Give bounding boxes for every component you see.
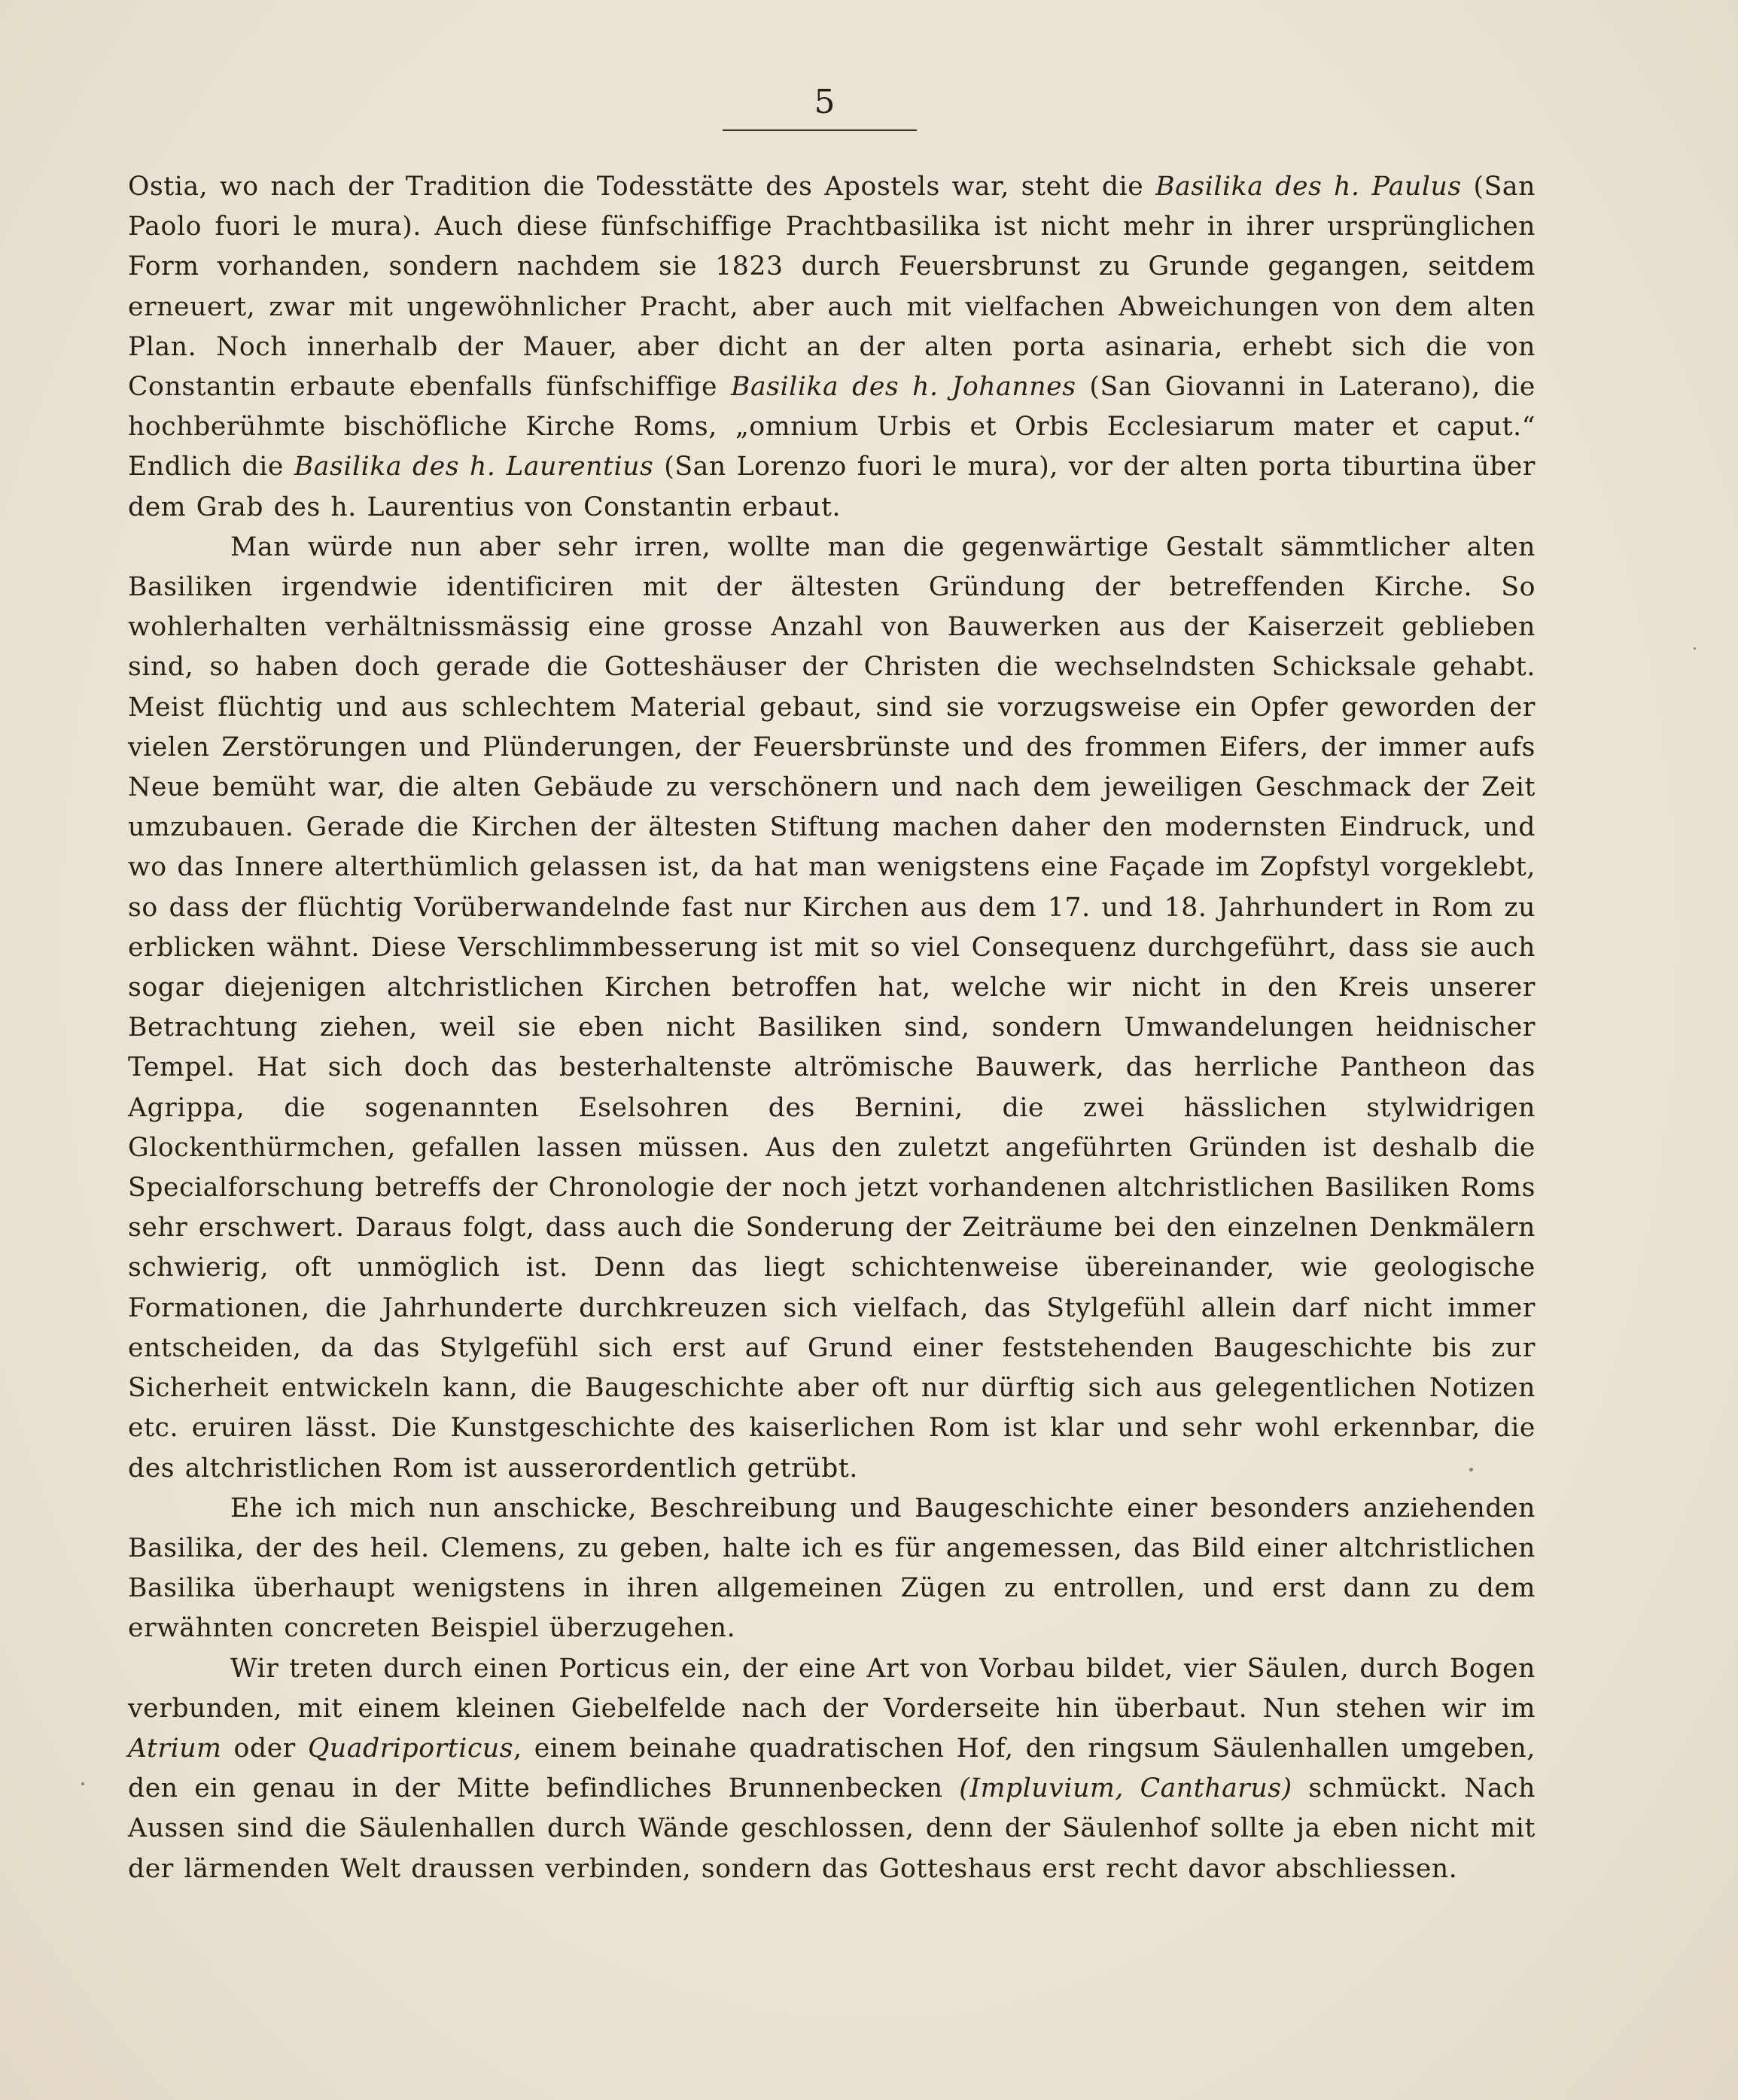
paragraph-1	[128, 167, 1536, 528]
text-run: oder	[221, 1733, 308, 1764]
italic-run: (Impluvium, Cantharus)	[959, 1773, 1292, 1804]
paragraph-3	[128, 1489, 1536, 1649]
text-run: (San Paolo fuori le mura). Auch diese fünfschiffige Prachtbasilika ist nicht mehr in ihrer ursprünglichen Form vorhanden, sondern nachdem sie 1823 durch Feuersbrunst zu Grunde gegangen, seitdem erneuert, zwar mit ungewöhnlicher Pracht, aber auch mit vielfachen Abweichungen von dem alten Plan. Noch innerhalb der Mauer, aber dicht an der alten porta asinaria, erhebt sich die von Constantin erbaute ebenfalls fünfschiffige	[128, 172, 1536, 403]
text-run: (San Giovanni in Laterano), die hochberühmte bischöfliche Kirche Roms, „omnium Urbis et Orbis Ecclesiarum mater et caput.“ Endlich die	[128, 372, 1536, 482]
italic-run: Quadriporticus	[307, 1733, 514, 1764]
text-run: Wir treten durch einen Porticus ein, der eine Art von Vorbau bildet, vier Säulen, durch Bogen verbunden, mit einem kleinen Giebelfelde nach der Vorderseite hin überbaut. Nun stehen wir im	[128, 1653, 1536, 1724]
text-run: , einem beinahe quadratischen Hof, den ringsum Säulenhallen umgeben, den ein genau in der Mitte befindliches Brunnenbecken	[128, 1733, 1536, 1804]
italic-run: Basilika des h. Johannes	[730, 372, 1076, 403]
paper-speck	[81, 1782, 84, 1785]
paragraph-2	[128, 528, 1536, 1489]
text-run: Ostia, wo nach der Tradition die Todesstätte des Apostels war, steht die	[128, 172, 1156, 202]
paragraph-4	[128, 1649, 1536, 1889]
header-rule	[723, 129, 917, 131]
text-run: Man würde nun aber sehr irren, wollte man die gegenwärtige Gestalt sämmtlicher alten Basiliken irgendwie identificiren mit der ältesten Gründung der betreffenden Kirche. So wohlerhalten verhältnissmässig eine grosse Anzahl von Bauwerken aus der Kaiserzeit geblieben sind, so haben doch gerade die Gotteshäuser der Christen die wechselndsten Schicksale gehabt. Meist flüchtig und aus schlechtem Material gebaut, sind sie vorzugsweise ein Opfer geworden der vielen Zerstörungen und Plünderungen, der Feuersbrünste und des frommen Eifers, der immer aufs Neue bemüht war, die alten Gebäude zu verschönern und nach dem jeweiligen Geschmack der Zeit umzubauen. Gerade die Kirchen der ältesten Stiftung machen daher den modernsten Eindruck, und wo das Innere alterthümlich gelassen ist, da hat man wenigstens eine Façade im Zopfstyl vorgeklebt, so dass der flüchtig Vorüberwandelnde fast nur Kirchen aus dem 17. und 18. Jahrhundert in Rom zu erblicken wähnt. Diese Verschlimmbesserung ist mit so viel Consequenz durchgeführt, dass sie auch sogar diejenigen altchristlichen Kirchen betroffen hat, welche wir nicht in den Kreis unserer Betrachtung ziehen, weil sie eben nicht Basiliken sind, sondern Umwandelungen heidnischer Tempel. Hat sich doch das besterhaltenste altrömische Bauwerk, das herrliche Pantheon das Agrippa, die sogenannten Eselsohren des Bernini, die zwei hässlichen stylwidrigen Glockenthürmchen, gefallen lassen müssen. Aus den zuletzt angeführten Gründen ist deshalb die Specialforschung betreffs der Chronologie der noch jetzt vorhandenen altchristlichen Basiliken Roms sehr erschwert. Daraus folgt, dass auch die Sonderung der Zeiträume bei den einzelnen Denkmälern schwierig, oft unmöglich ist. Denn das liegt schichtenweise übereinander, wie geologische Formationen, die Jahrhunderte durchkreuzen sich vielfach, das Stylgefühl allein darf nicht immer entscheiden, da das Stylgefühl sich erst auf Grund einer feststehenden Baugeschichte bis zur Sicherheit entwickeln kann, die Baugeschichte aber oft nur dürftig sich aus gelegentlichen Notizen etc. eruiren lässt. Die Kunstgeschichte des kaiserlichen Rom ist klar und sehr wohl erkennbar, die des altchristlichen Rom ist ausserordentlich getrübt.	[128, 531, 1536, 1484]
italic-run: Basilika des h. Laurentius	[294, 452, 654, 482]
italic-run: Atrium	[128, 1733, 222, 1764]
paper-speck	[1469, 1468, 1473, 1472]
italic-run: Basilika des h. Paulus	[1155, 172, 1462, 202]
text-run: schmückt. Nach Aussen sind die Säulenhallen durch Wände geschlossen, denn der Säulenhof sollte ja eben nicht mit der lärmenden Welt draussen verbinden, sondern das Gotteshaus erst recht davor abschliessen.	[128, 1773, 1536, 1884]
text-run: Ehe ich mich nun anschicke, Beschreibung und Baugeschichte einer besonders anziehenden Basilika, der des heil. Clemens, zu geben, halte ich es für angemessen, das Bild einer altchristlichen Basilika überhaupt wenigstens in ihren allgemeinen Zügen zu entrollen, und erst dann zu dem erwähnten concreten Beispiel überzugehen.	[128, 1493, 1536, 1644]
paper-speck	[1694, 647, 1696, 650]
body-text	[128, 167, 1536, 1889]
page-number: 5	[814, 83, 836, 121]
text-run: (San Lorenzo fuori le mura), vor der alten porta tiburtina über dem Grab des h. Laurentius von Constantin erbaut.	[128, 452, 1536, 522]
